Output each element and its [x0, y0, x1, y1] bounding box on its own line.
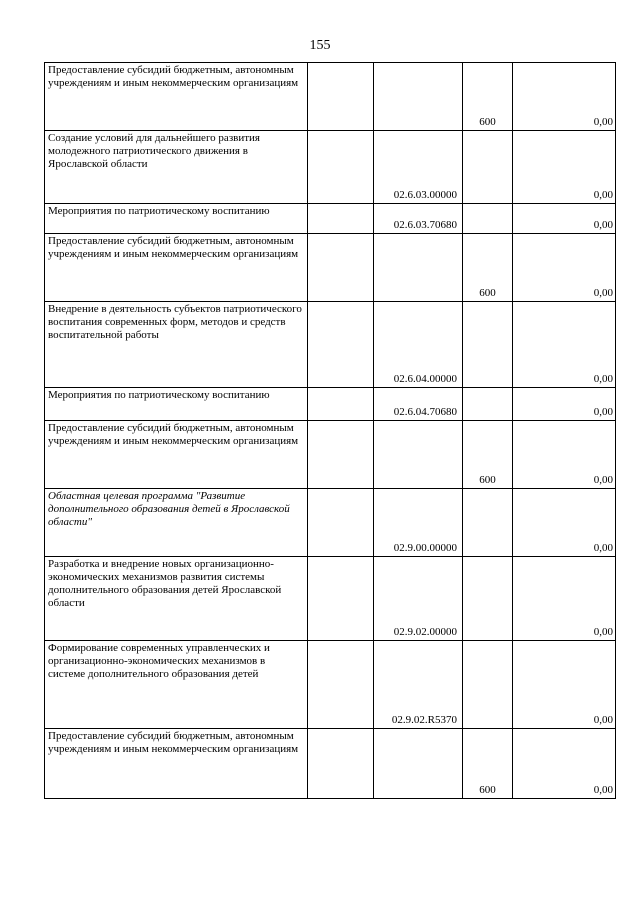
item-name-cell: [45, 204, 308, 234]
item-name-cell-text: Разработка и внедрение новых организационно-экономических механизмов развития системы дополнительного образования детей Ярославской области: [48, 558, 282, 609]
item-expense-type-cell: [463, 641, 513, 729]
item-code-cell: [374, 234, 463, 302]
item-name-cell-text: Предоставление субсидий бюджетным, автономным учреждениям и иным некоммерческим организациям: [48, 64, 299, 89]
item-code-cell-text: 02.6.04.70680: [393, 406, 457, 418]
table-row: [45, 557, 616, 641]
item-code-cell: [374, 421, 463, 489]
item-code-cell-text: 02.9.02.00000: [393, 626, 457, 638]
item-code-cell: [374, 131, 463, 204]
item-name-cell-text: Создание условий для дальнейшего развития молодежного патриотического движения в Ярославской области: [48, 132, 260, 170]
item-code-cell: [374, 557, 463, 641]
item-name-cell-text: Предоставление субсидий бюджетным, автономным учреждениям и иным некоммерческим организациям: [48, 422, 299, 447]
item-expense-type-cell-text: 600: [479, 116, 496, 128]
item-amount-cell-text: 0,00: [593, 626, 613, 638]
budget-table-body: [45, 63, 616, 799]
item-amount-cell: [513, 729, 616, 799]
item-expense-type-cell: [463, 131, 513, 204]
item-empty-cell: [308, 641, 374, 729]
item-code-cell: [374, 388, 463, 421]
item-code-cell-text: 02.6.03.70680: [393, 219, 457, 231]
item-amount-cell: [513, 131, 616, 204]
item-code-cell-text: 02.6.03.00000: [393, 189, 457, 201]
item-code-cell: [374, 489, 463, 557]
item-empty-cell: [308, 421, 374, 489]
item-empty-cell: [308, 204, 374, 234]
item-name-cell: [45, 421, 308, 489]
item-amount-cell: [513, 234, 616, 302]
item-expense-type-cell: [463, 204, 513, 234]
item-name-cell: [45, 641, 308, 729]
item-name-cell: [45, 388, 308, 421]
item-amount-cell: [513, 421, 616, 489]
item-expense-type-cell-text: 600: [479, 784, 496, 796]
item-amount-cell-text: 0,00: [593, 542, 613, 554]
item-code-cell-text: [377, 797, 457, 798]
item-name-cell-text: Формирование современных управленческих и организационно-экономических механизмов в системе дополнительного образования детей: [48, 642, 270, 680]
item-amount-cell: [513, 302, 616, 388]
item-amount-cell-text: 0,00: [593, 373, 613, 385]
item-empty-cell: [308, 131, 374, 204]
item-code-cell-text: 02.6.04.00000: [393, 373, 457, 385]
table-row: [45, 489, 616, 557]
item-code-cell: [374, 641, 463, 729]
item-empty-cell: [308, 302, 374, 388]
item-amount-cell-text: 0,00: [593, 116, 613, 128]
table-row: [45, 63, 616, 131]
item-code-cell: [374, 302, 463, 388]
item-expense-type-cell: [463, 388, 513, 421]
item-expense-type-cell-text: 600: [479, 474, 496, 486]
budget-table: [44, 62, 616, 799]
item-empty-cell: [308, 729, 374, 799]
table-row: [45, 131, 616, 204]
item-amount-cell-text: 0,00: [593, 474, 613, 486]
item-name-cell: [45, 557, 308, 641]
item-name-cell: [45, 234, 308, 302]
item-code-cell-text: 02.9.00.00000: [393, 542, 457, 554]
item-amount-cell-text: 0,00: [593, 219, 613, 231]
item-amount-cell: [513, 489, 616, 557]
item-name-cell: [45, 489, 308, 557]
item-expense-type-cell: [463, 63, 513, 131]
item-amount-cell-text: 0,00: [593, 287, 613, 299]
item-name-cell-text: Мероприятия по патриотическому воспитанию: [48, 389, 270, 401]
table-row: [45, 641, 616, 729]
table-row: [45, 234, 616, 302]
table-row: [45, 388, 616, 421]
item-expense-type-cell-text: 600: [479, 287, 496, 299]
item-amount-cell-text: 0,00: [593, 189, 613, 201]
item-name-cell-text: Областная целевая программа "Развитие дополнительного образования детей в Ярославской области": [48, 490, 290, 528]
item-expense-type-cell: [463, 302, 513, 388]
item-amount-cell: [513, 63, 616, 131]
item-empty-cell: [308, 489, 374, 557]
item-expense-type-cell: [463, 234, 513, 302]
item-name-cell-text: Мероприятия по патриотическому воспитанию: [48, 205, 270, 217]
item-amount-cell: [513, 204, 616, 234]
item-code-cell: [374, 204, 463, 234]
item-name-cell-text: Внедрение в деятельность субъектов патриотического воспитания современных форм, методов и средств воспитательной работы: [48, 303, 302, 341]
item-code-cell: [374, 63, 463, 131]
item-name-cell: [45, 302, 308, 388]
table-row: [45, 421, 616, 489]
item-code-cell-text: 02.9.02.R5370: [391, 714, 457, 726]
item-amount-cell-text: 0,00: [593, 784, 613, 796]
item-amount-cell-text: 0,00: [593, 406, 613, 418]
table-row: [45, 204, 616, 234]
item-name-cell: [45, 729, 308, 799]
item-code-cell: [374, 729, 463, 799]
item-empty-cell: [308, 234, 374, 302]
item-amount-cell-text: 0,00: [593, 714, 613, 726]
page-number: 155: [309, 38, 331, 53]
item-amount-cell: [513, 388, 616, 421]
item-name-cell-text: Предоставление субсидий бюджетным, автономным учреждениям и иным некоммерческим организациям: [48, 730, 299, 755]
item-amount-cell: [513, 641, 616, 729]
table-row: [45, 729, 616, 799]
table-row: [45, 302, 616, 388]
item-empty-cell: [308, 63, 374, 131]
item-expense-type-cell: [463, 489, 513, 557]
item-name-cell: [45, 131, 308, 204]
item-name-cell: [45, 63, 308, 131]
item-empty-cell: [308, 388, 374, 421]
item-expense-type-cell: [463, 421, 513, 489]
item-empty-cell-text: [311, 797, 370, 798]
item-expense-type-cell: [463, 557, 513, 641]
item-amount-cell: [513, 557, 616, 641]
item-empty-cell: [308, 557, 374, 641]
item-name-cell-text: Предоставление субсидий бюджетным, автономным учреждениям и иным некоммерческим организациям: [48, 235, 299, 260]
item-expense-type-cell: [463, 729, 513, 799]
